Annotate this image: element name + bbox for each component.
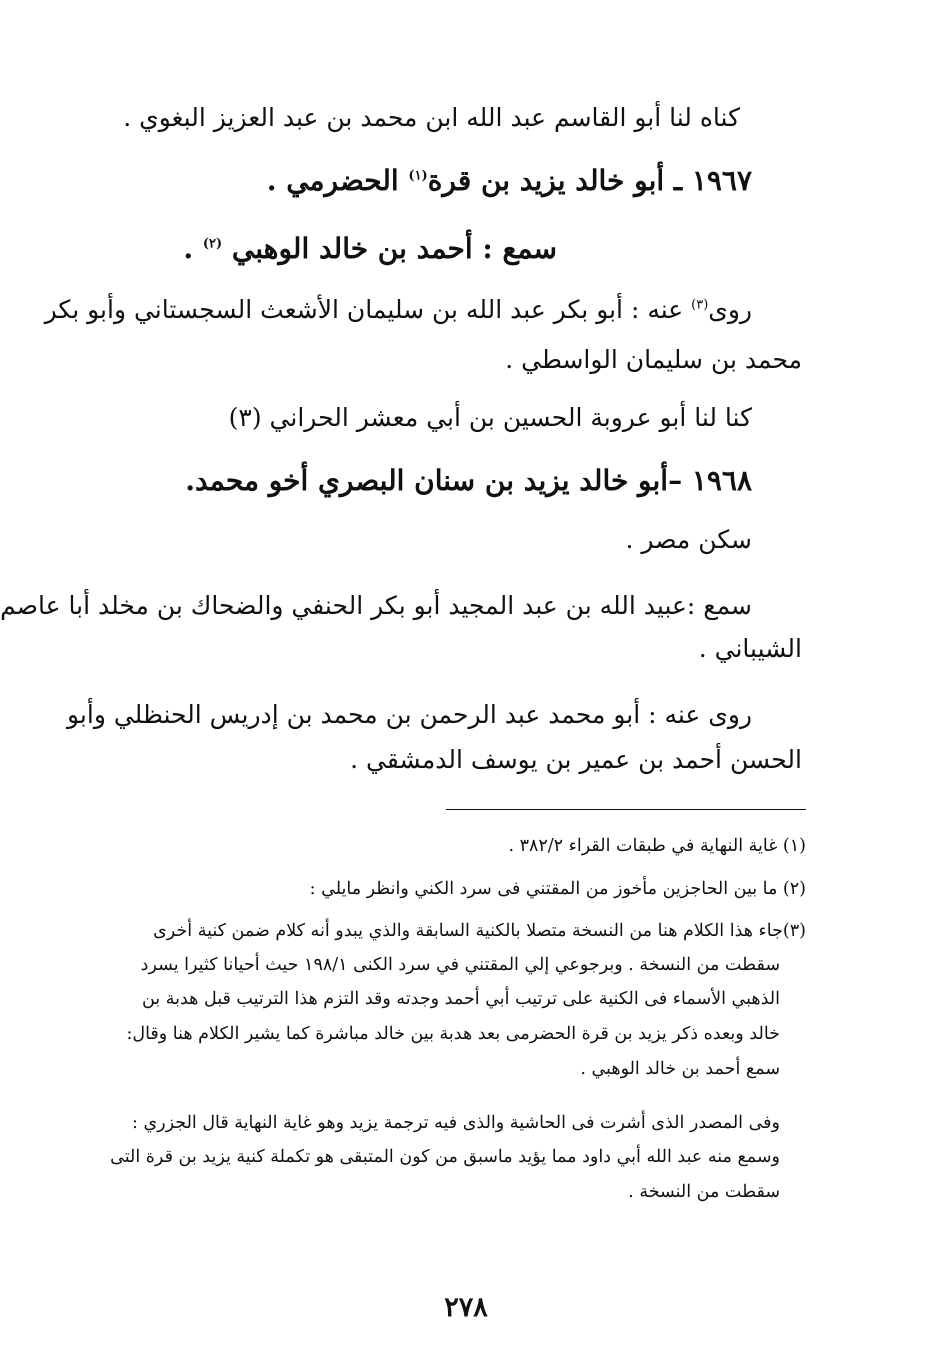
text-line-rawa-1 — [45, 293, 752, 327]
text-line-rawa-1-cont: محمد بن سليمان الواسطي . — [505, 345, 802, 374]
text-line-sakan-misr: سكن مصر . — [625, 525, 752, 554]
footnote-3-line: الذهبي الأسماء فى الكنية على ترتيب أبي أحمد وجدته وقد التزم هذا الترتيب قبل هدبة بن — [141, 989, 780, 1009]
rawa-1-word: روى — [708, 295, 752, 324]
text-line-rawa-2: روى عنه : أبو محمد عبد الرحمن بن محمد بن إدريس الحنظلي وأبو — [67, 700, 752, 729]
footnote-1: (١) غاية النهاية في طبقات القراء ٣٨٢/٢ . — [508, 836, 806, 856]
text-line-sama-hanafi: سمع :عبيد الله بن عبد المجيد أبو بكر الحنفي والضحاك بن مخلد أبا عاصم — [0, 591, 752, 620]
sama-wahbi-main: سمع : أحمد بن خالد الوهبي — [222, 232, 557, 265]
text-line-sama-wahbi — [183, 232, 557, 266]
footnote-3-line: سمع أحمد بن خالد الوهبي . — [580, 1059, 780, 1079]
footnote-3b-line: سقطت من النسخة . — [628, 1182, 780, 1202]
footnote-2: (٢) ما بين الحاجزين مأخوز من المقتني فى سرد الكني وانظر مايلي : — [309, 879, 806, 899]
page-number: ٢٧٨ — [444, 1292, 488, 1323]
footnote-ref-3: (٣) — [691, 297, 709, 313]
text-line-rawa-2-cont: الحسن أحمد بن عمير بن يوسف الدمشقي . — [350, 745, 802, 774]
footnote-ref-1: (١) — [408, 168, 428, 184]
text-line-sama-hanafi-cont: الشيباني . — [698, 634, 802, 663]
footnote-3b-line: وسمع منه عبد الله أبي داود مما يؤيد ماسبق من كون المتبقى هو تكملة كنية يزيد بن قرة التى — [110, 1147, 780, 1167]
entry-heading-1967 — [267, 164, 752, 198]
entry-heading-1967-end: الحضرمي . — [266, 164, 409, 197]
footnote-3b-line: وفى المصدر الذى أشرت فى الحاشية والذى فيه ترجمة يزيد وهو غاية النهاية قال الجزري : — [132, 1113, 780, 1133]
footnote-3-line: (٣)جاء هذا الكلام هنا من النسخة متصلا بالكنية السابقة والذي يبدو أنه كلام ضمن كنية أخرى — [153, 921, 806, 941]
sama-wahbi-end: . — [183, 232, 203, 265]
entry-heading-1968: ١٩٦٨ –أبو خالد يزيد بن سنان البصري أخو محمد. — [185, 464, 752, 497]
rawa-1-rest: عنه : أبو بكر عبد الله بن سليمان الأشعث السجستاني وأبو بكر — [44, 295, 692, 324]
footnote-ref-2: (٢) — [202, 236, 223, 252]
footnote-3-line: خالد وبعده ذكر يزيد بن قرة الحضرمى بعد هدبة بين خالد مباشرة كما يشير الكلام هنا وقال: — [126, 1024, 780, 1044]
entry-heading-1967-main: ١٩٦٧ ـ أبو خالد يزيد بن قرة — [427, 164, 752, 197]
text-line-kunah-baghawi: كناه لنا أبو القاسم عبد الله ابن محمد بن عبد العزيز البغوي . — [123, 103, 740, 132]
footnote-3-line: سقطت من النسخة . وبرجوعي إلي المقتني في سرد الكنى ١٩٨/١ حيث أحيانا كثيرا يسرد — [140, 955, 780, 975]
footnote-separator — [446, 809, 806, 810]
text-line-kuna-haranni: كنا لنا أبو عروبة الحسين بن أبي معشر الحراني (٣) — [228, 403, 752, 432]
